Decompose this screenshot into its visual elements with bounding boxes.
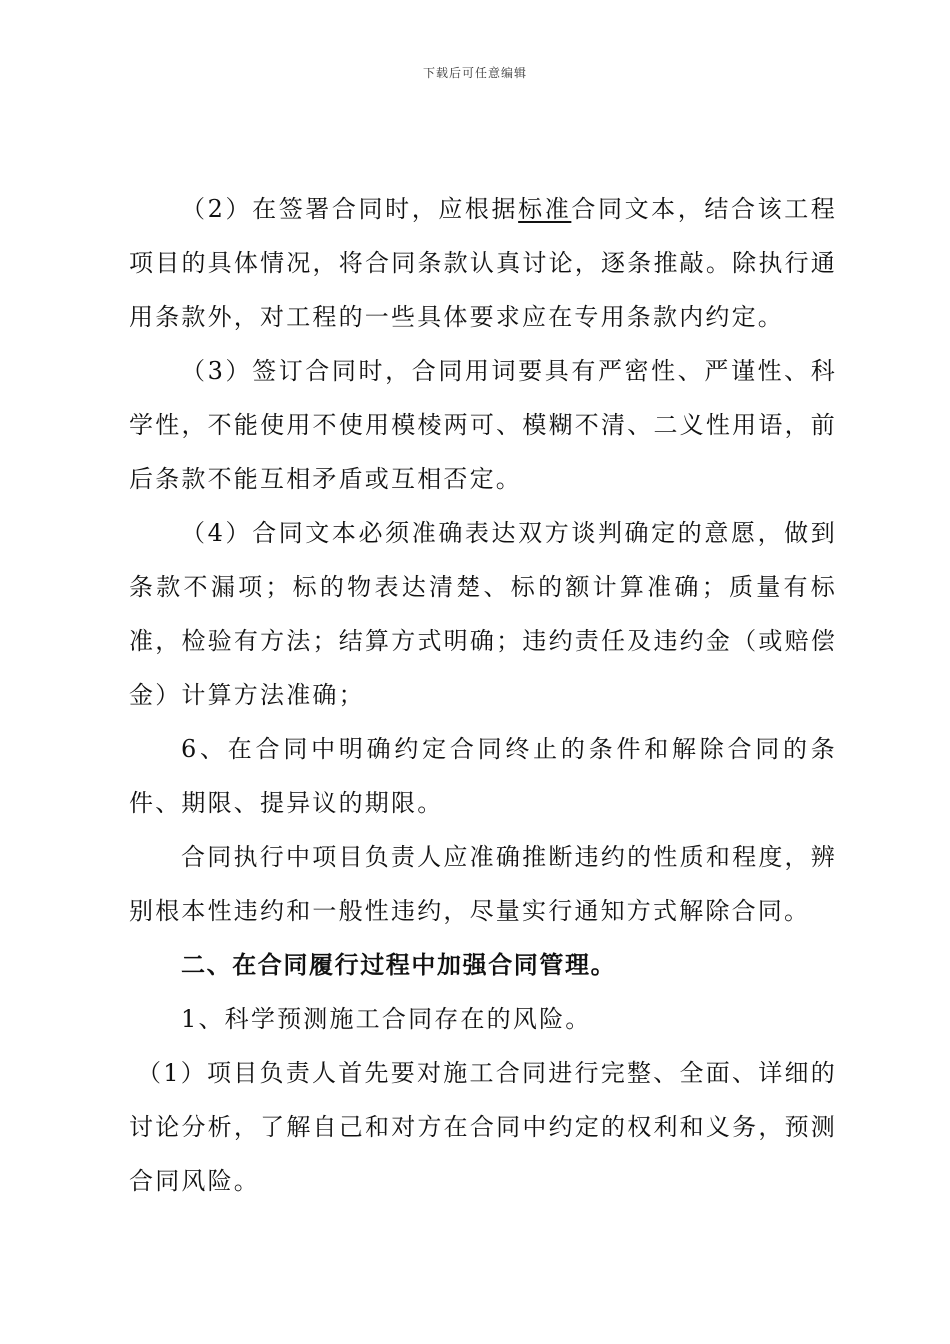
paragraph-2-signing xyxy=(129,182,837,344)
page-header: 下载后可任意编辑 xyxy=(422,66,527,80)
paragraph-4-text: （4）合同文本必须准确表达双方谈判确定的意愿，做到条款不漏项；标的物表达清楚、标的额计算准确；质量有标准，检验有方法；结算方式明确；违约责任及违约金（或赔偿金）计算方法准确； xyxy=(129,519,837,709)
subheading-1-risk: 1、科学预测施工合同存在的风险。 xyxy=(181,1005,592,1033)
document-body xyxy=(129,182,837,1208)
paragraph-6-termination: 6、在合同中明确约定合同终止的条件和解除合同的条件、期限、提异议的期限。 xyxy=(129,735,837,817)
paragraph-1-analysis: （1）项目负责人首先要对施工合同进行完整、全面、详细的讨论分析，了解自己和对方在合同中约定的权利和义务，预测合同风险。 xyxy=(129,1059,837,1195)
paragraph-breach: 合同执行中项目负责人应准确推断违约的性质和程度，辨别根本性违约和一般性违约，尽量实行通知方式解除合同。 xyxy=(129,843,837,925)
paragraph-2-text-after: 合同文本，结合该工程项目的具体情况，将合同条款认真讨论，逐条推敲。除执行通用条款外，对工程的一些具体要求应在专用条款内约定。 xyxy=(129,195,838,331)
paragraph-3-wording: （3）签订合同时，合同用词要具有严密性、严谨性、科学性，不能使用不使用模棱两可、模糊不清、二义性用语，前后条款不能互相矛盾或互相否定。 xyxy=(129,357,837,493)
underlined-term: 标准 xyxy=(518,195,572,223)
paragraph-2-text-before: （2）在签署合同时，应根据 xyxy=(181,195,519,223)
section-heading-2: 二、在合同履行过程中加强合同管理。 xyxy=(181,951,617,979)
